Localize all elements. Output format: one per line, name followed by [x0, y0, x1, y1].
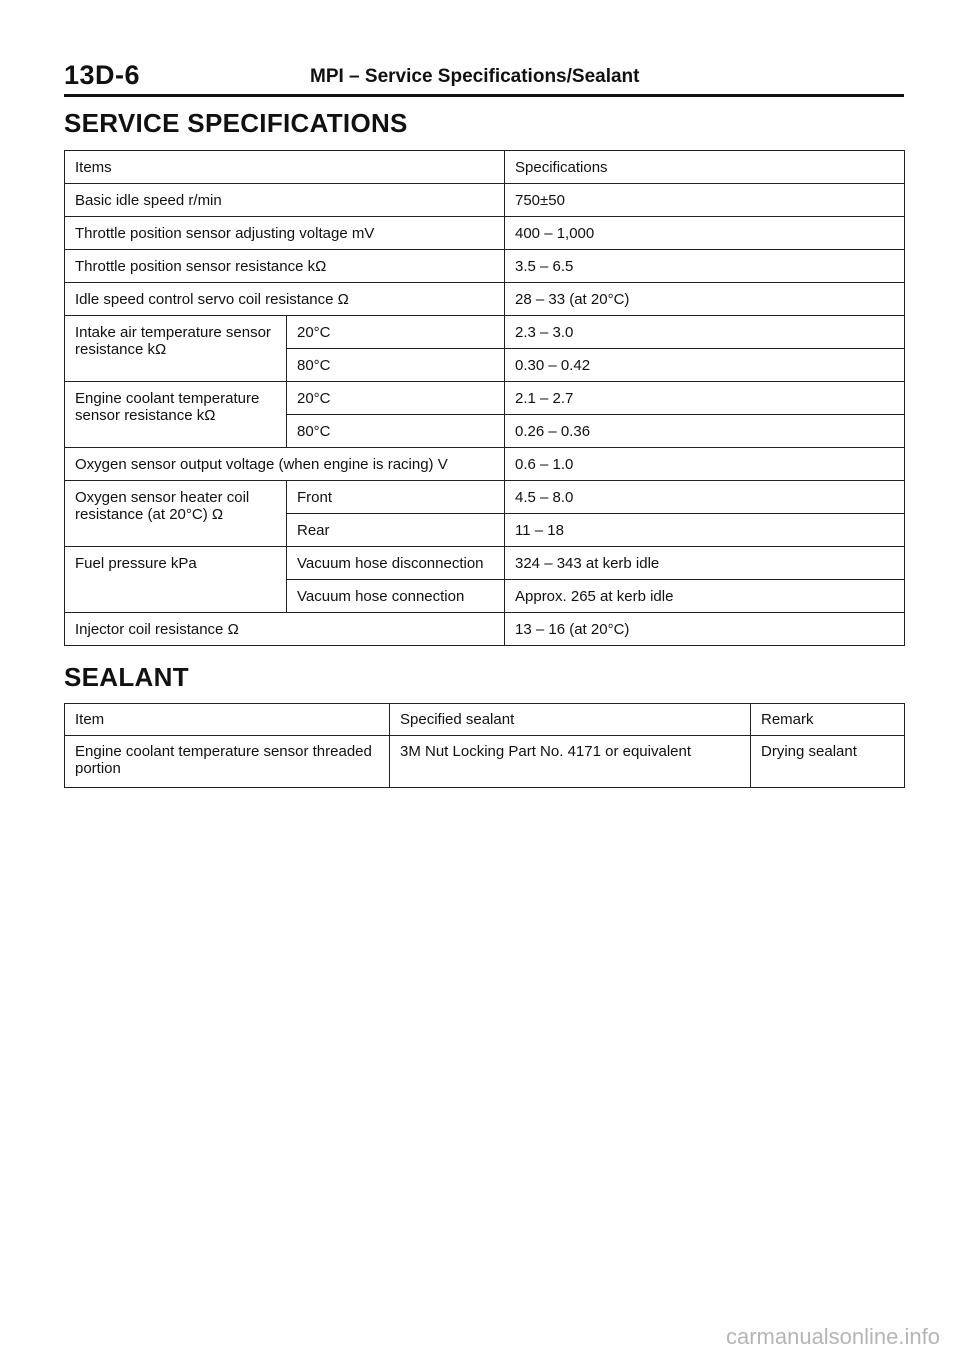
value-cell: 400 – 1,000 [505, 217, 905, 250]
value-cell: 324 – 343 at kerb idle [505, 547, 905, 580]
col-header-specified-sealant: Specified sealant [390, 704, 751, 736]
table-row [65, 217, 905, 250]
page-number: 13D-6 [64, 60, 141, 90]
sealant-table [64, 703, 905, 788]
service-specifications-heading: SERVICE SPECIFICATIONS [64, 108, 408, 138]
page-header [64, 58, 904, 97]
item-cell: Basic idle speed r/min [65, 184, 505, 217]
item-cell: Throttle position sensor adjusting voltage mV [65, 217, 505, 250]
table-row [65, 547, 905, 580]
value-cell: Approx. 265 at kerb idle [505, 580, 905, 613]
table-row [65, 448, 905, 481]
value-cell: 750±50 [505, 184, 905, 217]
value-cell: 2.3 – 3.0 [505, 316, 905, 349]
item-cell: Engine coolant temperature sensor resistance kΩ [65, 382, 287, 448]
value-cell: 2.1 – 2.7 [505, 382, 905, 415]
value-cell: 3.5 – 6.5 [505, 250, 905, 283]
value-cell: 28 – 33 (at 20°C) [505, 283, 905, 316]
condition-cell: 80°C [287, 349, 505, 382]
col-header-remark: Remark [751, 704, 905, 736]
table-row [65, 184, 905, 217]
item-cell: Idle speed control servo coil resistance Ω [65, 283, 505, 316]
value-cell: 13 – 16 (at 20°C) [505, 613, 905, 646]
section-title: MPI – Service Specifications/Sealant [310, 66, 640, 87]
item-cell: Intake air temperature sensor resistance kΩ [65, 316, 287, 382]
condition-cell: 20°C [287, 316, 505, 349]
table-row [65, 481, 905, 514]
value-cell: 0.6 – 1.0 [505, 448, 905, 481]
table-header-row [65, 704, 905, 736]
service-specifications-table [64, 150, 905, 646]
item-cell: Throttle position sensor resistance kΩ [65, 250, 505, 283]
condition-cell: Vacuum hose disconnection [287, 547, 505, 580]
condition-cell: Rear [287, 514, 505, 547]
condition-cell: Front [287, 481, 505, 514]
item-cell: Oxygen sensor heater coil resistance (at 20°C) Ω [65, 481, 287, 547]
condition-cell: 80°C [287, 415, 505, 448]
col-header-item: Item [65, 704, 390, 736]
condition-cell: Vacuum hose connection [287, 580, 505, 613]
watermark: carmanualsonline.info [725, 1324, 940, 1349]
item-cell: Engine coolant temperature sensor threaded portion [65, 736, 390, 788]
table-row [65, 736, 905, 788]
value-cell: 11 – 18 [505, 514, 905, 547]
table-row [65, 316, 905, 349]
value-cell: 0.30 – 0.42 [505, 349, 905, 382]
col-header-specifications: Specifications [505, 151, 905, 184]
condition-cell: 20°C [287, 382, 505, 415]
value-cell: 4.5 – 8.0 [505, 481, 905, 514]
table-row [65, 250, 905, 283]
table-row [65, 613, 905, 646]
col-header-items: Items [65, 151, 505, 184]
sealant-heading: SEALANT [64, 662, 189, 692]
sealant-cell: 3M Nut Locking Part No. 4171 or equivalent [390, 736, 751, 788]
table-row [65, 283, 905, 316]
table-header-row [65, 151, 905, 184]
item-cell: Oxygen sensor output voltage (when engine is racing) V [65, 448, 505, 481]
value-cell: 0.26 – 0.36 [505, 415, 905, 448]
remark-cell: Drying sealant [751, 736, 905, 788]
table-row [65, 382, 905, 415]
item-cell: Injector coil resistance Ω [65, 613, 505, 646]
item-cell: Fuel pressure kPa [65, 547, 287, 613]
